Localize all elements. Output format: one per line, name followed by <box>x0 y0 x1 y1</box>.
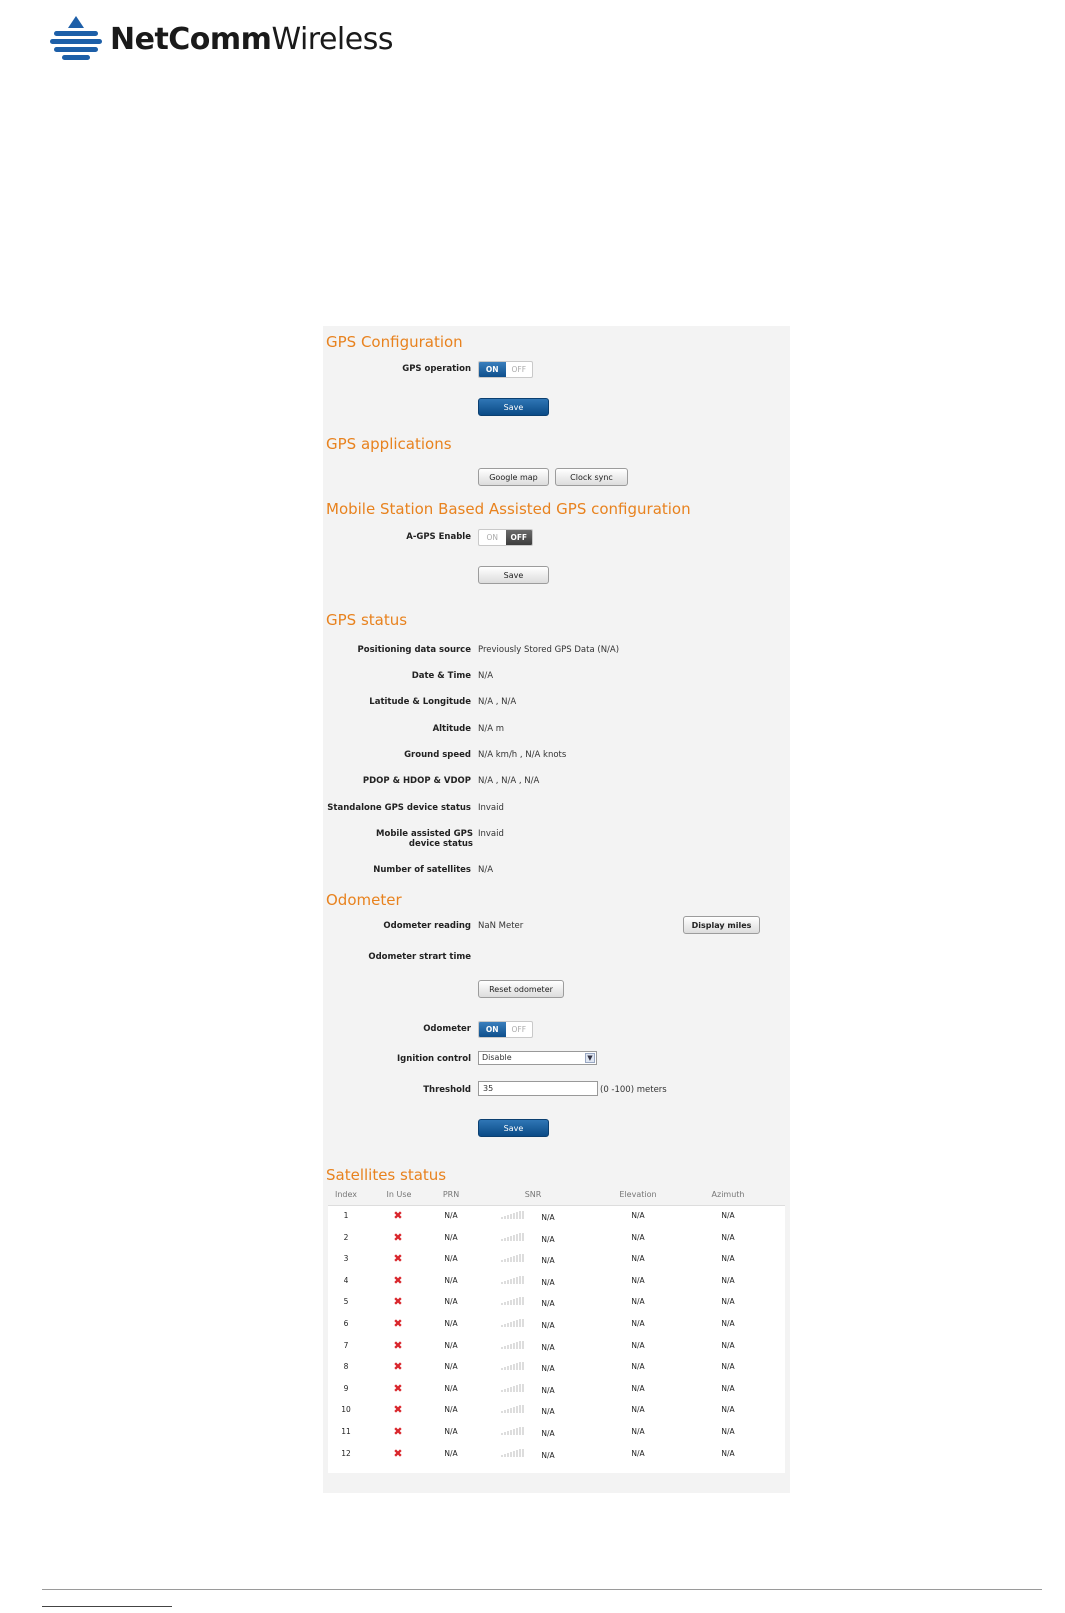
index-cell: 10 <box>341 1405 351 1415</box>
index-cell: 3 <box>343 1254 349 1264</box>
status-label: Positioning data source <box>357 645 471 655</box>
signal-bars-icon <box>501 1341 524 1349</box>
prn-cell: N/A <box>444 1232 458 1242</box>
azimuth-cell: N/A <box>721 1405 735 1415</box>
snr-cell: N/A <box>541 1234 555 1244</box>
status-value: Invaid <box>478 829 504 839</box>
elevation-cell: N/A <box>631 1427 645 1436</box>
prn-cell: N/A <box>444 1448 458 1458</box>
snr-cell: N/A <box>541 1342 555 1352</box>
display-miles-button[interactable]: Display miles <box>683 916 760 934</box>
clock-sync-button[interactable]: Clock sync <box>555 468 628 486</box>
snr-cell: N/A <box>541 1364 555 1374</box>
status-label: Latitude & Longitude <box>369 697 471 707</box>
prn-cell: N/A <box>444 1254 458 1264</box>
elevation-cell: N/A <box>631 1319 645 1328</box>
azimuth-cell: N/A <box>721 1362 735 1372</box>
footnote-divider <box>42 1606 172 1607</box>
status-label: Standalone GPS device status <box>327 803 471 813</box>
ignition-control-select[interactable] <box>478 1051 597 1065</box>
signal-bars-icon <box>501 1233 524 1241</box>
elevation-cell: N/A <box>631 1254 645 1264</box>
prn-cell: N/A <box>444 1383 458 1393</box>
signal-bars-icon <box>501 1384 524 1392</box>
red-x-icon: ✖ <box>393 1425 403 1438</box>
red-x-icon: ✖ <box>393 1360 403 1374</box>
toggle-off[interactable]: OFF <box>511 1025 527 1034</box>
red-x-icon: ✖ <box>393 1317 403 1330</box>
odometer-start-time-label: Odometer strart time <box>368 952 471 962</box>
prn-cell: N/A <box>444 1275 458 1285</box>
table-row <box>328 1297 785 1319</box>
odometer-toggle[interactable] <box>478 1021 533 1038</box>
status-value: N/A , N/A <box>478 697 517 707</box>
elevation-cell: N/A <box>631 1232 645 1242</box>
table-row <box>328 1446 785 1471</box>
signal-bars-icon <box>501 1254 524 1262</box>
status-label: PDOP & HDOP & VDOP <box>362 776 471 786</box>
status-label: Ground speed <box>404 750 471 760</box>
signal-bars-icon <box>501 1405 524 1413</box>
toggle-off[interactable]: OFF <box>506 530 533 545</box>
gps-operation-toggle[interactable] <box>478 361 533 378</box>
index-cell: 6 <box>343 1319 349 1328</box>
status-label: Mobile assisted GPS device status <box>376 829 473 849</box>
index-cell: 4 <box>343 1275 349 1285</box>
index-cell: 1 <box>343 1211 349 1220</box>
status-label: Number of satellites <box>373 865 471 875</box>
satellites-status-heading: Satellites status <box>326 1166 447 1184</box>
index-cell: 5 <box>343 1297 349 1307</box>
signal-bars-icon <box>501 1211 524 1219</box>
index-cell: 2 <box>343 1232 349 1242</box>
wifi-logo-icon <box>48 14 104 64</box>
agps-enable-toggle[interactable] <box>478 529 533 546</box>
odometer-reading-label: Odometer reading <box>383 921 471 931</box>
signal-bars-icon <box>501 1449 524 1457</box>
table-row <box>328 1319 785 1341</box>
red-x-icon: ✖ <box>393 1252 403 1266</box>
azimuth-cell: N/A <box>721 1340 735 1350</box>
ignition-control-label: Ignition control <box>397 1054 471 1064</box>
footer-divider <box>42 1589 1042 1590</box>
prn-cell: N/A <box>444 1405 458 1415</box>
index-cell: 8 <box>343 1362 349 1372</box>
red-x-icon: ✖ <box>393 1230 403 1244</box>
snr-cell: N/A <box>541 1277 555 1287</box>
azimuth-cell: N/A <box>721 1254 735 1264</box>
signal-bars-icon <box>501 1276 524 1284</box>
google-map-button[interactable]: Google map <box>478 468 549 486</box>
column-header: SNR <box>524 1190 542 1199</box>
elevation-cell: N/A <box>631 1275 645 1285</box>
table-row <box>328 1273 785 1298</box>
elevation-cell: N/A <box>631 1340 645 1350</box>
elevation-cell: N/A <box>631 1448 645 1458</box>
satellites-table <box>328 1205 785 1473</box>
snr-cell: N/A <box>541 1385 555 1395</box>
status-value: N/A km/h , N/A knots <box>478 750 567 760</box>
azimuth-cell: N/A <box>721 1427 735 1436</box>
prn-cell: N/A <box>444 1427 458 1436</box>
table-row <box>328 1427 785 1449</box>
status-value: N/A <box>478 865 494 875</box>
status-value: Previously Stored GPS Data (N/A) <box>478 645 620 655</box>
prn-cell: N/A <box>444 1362 458 1372</box>
elevation-cell: N/A <box>631 1211 645 1220</box>
snr-cell: N/A <box>541 1321 555 1330</box>
snr-cell: N/A <box>541 1213 555 1222</box>
brand-name: NetCommWireless <box>110 21 393 57</box>
column-header: PRN <box>442 1190 460 1199</box>
azimuth-cell: N/A <box>721 1232 735 1242</box>
table-row <box>328 1211 785 1233</box>
table-row <box>328 1254 785 1276</box>
column-header: Elevation <box>619 1190 657 1199</box>
ignition-control-value: Disable <box>482 1053 512 1062</box>
threshold-hint: (0 -100) meters <box>600 1085 667 1095</box>
status-value: N/A <box>478 671 494 681</box>
status-label: Date & Time <box>411 671 471 681</box>
gps-applications-heading: GPS applications <box>326 435 452 453</box>
signal-bars-icon <box>501 1297 524 1305</box>
signal-bars-icon <box>501 1362 524 1370</box>
red-x-icon: ✖ <box>393 1381 403 1395</box>
elevation-cell: N/A <box>631 1297 645 1307</box>
table-row <box>328 1230 785 1255</box>
elevation-cell: N/A <box>631 1405 645 1415</box>
snr-cell: N/A <box>541 1407 555 1417</box>
azimuth-cell: N/A <box>721 1297 735 1307</box>
gps-configuration-heading: GPS Configuration <box>326 333 463 351</box>
toggle-on[interactable]: ON <box>479 1022 506 1037</box>
gps-operation-label: GPS operation <box>402 364 471 374</box>
odometer-reading-value: NaN Meter <box>478 921 524 931</box>
odometer-toggle-label: Odometer <box>423 1024 471 1034</box>
table-row <box>328 1381 785 1406</box>
signal-bars-icon <box>501 1319 524 1327</box>
signal-bars-icon <box>501 1427 524 1435</box>
status-value: N/A , N/A , N/A <box>478 776 540 786</box>
red-x-icon: ✖ <box>393 1209 403 1222</box>
red-x-icon: ✖ <box>393 1403 403 1417</box>
table-row <box>328 1338 785 1363</box>
red-x-icon: ✖ <box>393 1338 403 1352</box>
odometer-heading: Odometer <box>326 891 402 909</box>
table-row <box>328 1362 785 1384</box>
agps-enable-label: A-GPS Enable <box>406 532 471 542</box>
snr-cell: N/A <box>541 1299 555 1309</box>
elevation-cell: N/A <box>631 1383 645 1393</box>
threshold-label: Threshold <box>423 1085 471 1095</box>
prn-cell: N/A <box>444 1211 458 1220</box>
red-x-icon: ✖ <box>393 1273 403 1287</box>
index-cell: 12 <box>341 1448 351 1458</box>
chevron-down-icon[interactable]: ▼ <box>585 1053 595 1063</box>
index-cell: 9 <box>343 1383 349 1393</box>
toggle-on[interactable]: ON <box>479 362 506 377</box>
azimuth-cell: N/A <box>721 1319 735 1328</box>
agps-save-button[interactable]: Save <box>478 566 549 584</box>
agps-heading: Mobile Station Based Assisted GPS configuration <box>326 500 691 518</box>
snr-cell: N/A <box>541 1450 555 1460</box>
azimuth-cell: N/A <box>721 1275 735 1285</box>
column-header: Index <box>334 1190 358 1199</box>
snr-cell: N/A <box>541 1429 555 1438</box>
prn-cell: N/A <box>444 1319 458 1328</box>
reset-odometer-button[interactable]: Reset odometer <box>478 980 564 998</box>
azimuth-cell: N/A <box>721 1383 735 1393</box>
status-value: Invaid <box>478 803 504 813</box>
prn-cell: N/A <box>444 1340 458 1350</box>
azimuth-cell: N/A <box>721 1211 735 1220</box>
toggle-on[interactable]: ON <box>486 533 498 542</box>
prn-cell: N/A <box>444 1297 458 1307</box>
status-value: N/A m <box>478 724 505 734</box>
index-cell: 7 <box>343 1340 349 1350</box>
toggle-off[interactable]: OFF <box>511 365 527 374</box>
red-x-icon: ✖ <box>393 1295 403 1309</box>
azimuth-cell: N/A <box>721 1448 735 1458</box>
table-row <box>328 1405 785 1427</box>
netcomm-logo <box>48 14 393 64</box>
status-label: Altitude <box>432 724 471 734</box>
column-header: Azimuth <box>711 1190 745 1199</box>
gps-config-save-button[interactable]: Save <box>478 398 549 416</box>
gps-status-heading: GPS status <box>326 611 408 629</box>
column-header: In Use <box>386 1190 412 1199</box>
elevation-cell: N/A <box>631 1362 645 1372</box>
odometer-save-button[interactable]: Save <box>478 1119 549 1137</box>
snr-cell: N/A <box>541 1256 555 1266</box>
threshold-input[interactable]: 35 <box>478 1081 598 1096</box>
red-x-icon: ✖ <box>393 1446 403 1460</box>
index-cell: 11 <box>341 1427 351 1436</box>
